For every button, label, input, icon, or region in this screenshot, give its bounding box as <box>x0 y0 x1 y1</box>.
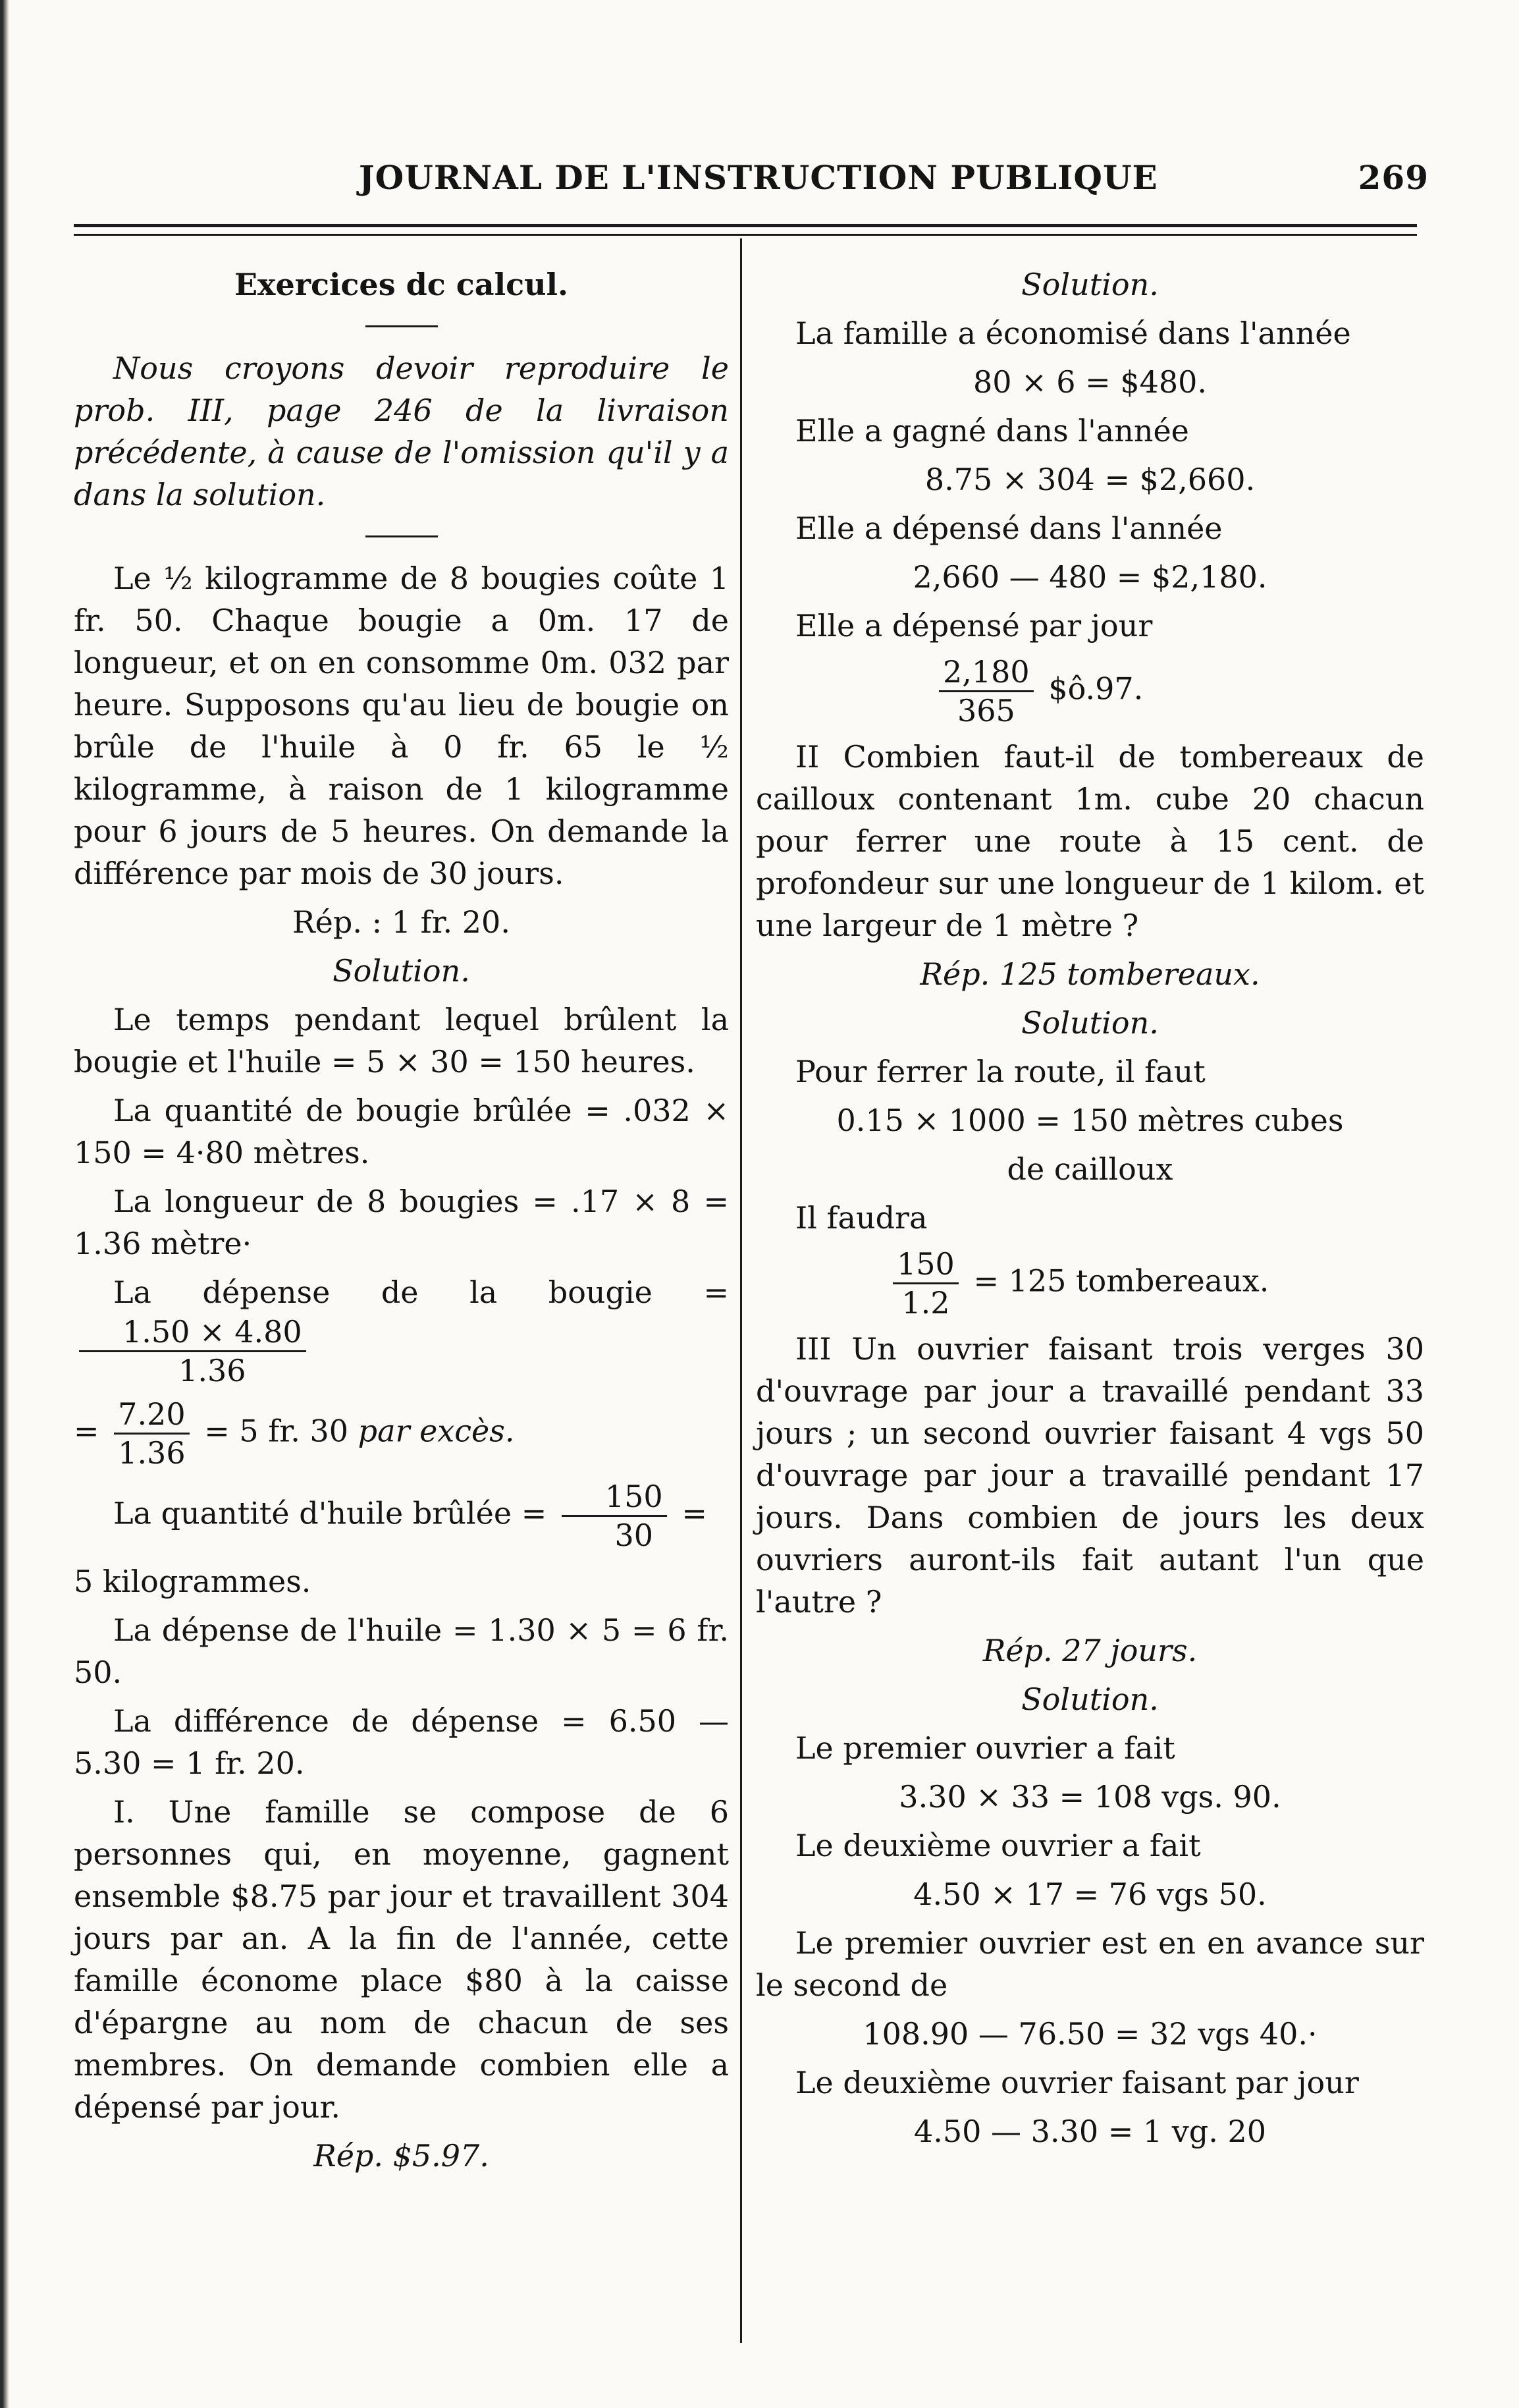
equation: de cailloux <box>1007 1151 1173 1187</box>
solution-step: La dépense de l'huile = 1.30 × 5 = 6 fr. 50. <box>74 1612 729 1690</box>
fraction <box>939 653 1034 729</box>
solution-step-fraction <box>756 653 1424 729</box>
equation: 2,660 — 480 = $2,180. <box>913 559 1267 595</box>
fraction <box>893 1245 959 1321</box>
denominator: 30 <box>614 1518 654 1553</box>
equation: 4.50 — 3.30 = 1 vg. 20 <box>914 2114 1266 2149</box>
equation-note: par excès. <box>358 1413 515 1449</box>
section-heading: Exercices dc calcul. <box>234 267 569 302</box>
page-header <box>359 158 1429 198</box>
denominator: 1.36 <box>178 1353 246 1388</box>
equation: 108.90 — 76.50 = 32 vgs 40.· <box>863 2016 1318 2052</box>
equation-text: La quantité d'huile brûlée = <box>113 1495 547 1531</box>
solution-step: Il faudra <box>795 1200 928 1236</box>
solution-step-fraction <box>74 1396 729 1471</box>
solution-step: Le premier ouvrier a fait <box>795 1730 1175 1766</box>
numerator: 1.50 × 4.80 <box>79 1313 306 1352</box>
solution-label: Solution. <box>333 953 470 989</box>
solution-step: Pour ferrer la route, il faut <box>795 1054 1206 1089</box>
page-edge-shadow <box>0 0 9 2408</box>
equation: 8.75 × 304 = $2,660. <box>924 462 1256 497</box>
solution-step: Le deuxième ouvrier faisant par jour <box>795 2065 1359 2100</box>
fraction <box>562 1478 667 1554</box>
solution-step: Le premier ouvrier est en en avance sur le second de <box>756 1925 1424 2003</box>
fraction <box>79 1313 306 1389</box>
header-rule-bottom <box>74 234 1417 236</box>
equation-text: = 125 tombereaux. <box>973 1263 1269 1299</box>
answer: Rép. : 1 fr. 20. <box>292 904 510 940</box>
problem-statement: II Combien faut-il de tombereaux de cailloux contenant 1m. cube 20 chacun pour ferrer une route à 15 cent. de profondeur sur une longueur de 1 kilom. et une largeur de 1 mètre ? <box>756 739 1424 943</box>
solution-step-fraction <box>756 1245 1424 1321</box>
problem-statement: Le ½ kilogramme de 8 bougies coûte 1 fr. 50. Chaque bougie a 0m. 17 de longueur, et on en consomme 0m. 032 par heure. Supposons qu'au lieu de bougie on brûle de l'huile à 0 fr. 65 le ½ kilogramme, à raison de 1 kilogramme pour 6 jours de 5 heures. On demande la différence par mois de 30 jours. <box>74 561 729 891</box>
solution-step-fraction <box>74 1478 729 1554</box>
solution-step: Le deuxième ouvrier a fait <box>795 1828 1201 1863</box>
answer: Rép. 27 jours. <box>982 1633 1198 1668</box>
solution-step-fraction <box>74 1271 729 1389</box>
short-divider <box>365 325 438 327</box>
solution-label: Solution. <box>1021 1682 1159 1717</box>
solution-step: Elle a dépensé dans l'année <box>795 510 1223 546</box>
fraction <box>114 1396 189 1471</box>
page-number: 269 <box>1358 158 1429 197</box>
solution-step: Elle a gagné dans l'année <box>795 413 1189 449</box>
running-title: JOURNAL DE L'INSTRUCTION PUBLIQUE <box>359 158 1158 197</box>
equation-text: $ô.97. <box>1048 670 1144 707</box>
solution-step: 5 kilogrammes. <box>74 1564 311 1599</box>
solution-step: La différence de dépense = 6.50 — 5.30 = 1 fr. 20. <box>74 1703 729 1781</box>
right-column <box>756 263 1424 2159</box>
equation-text: La dépense de la bougie = <box>113 1274 729 1310</box>
solution-step: Le temps pendant lequel brûlent la bougie et l'huile = 5 × 30 = 150 heures. <box>74 1002 729 1080</box>
numerator: 150 <box>893 1245 959 1284</box>
equation-text: = <box>681 1495 707 1531</box>
solution-step: Elle a dépensé par jour <box>795 608 1153 643</box>
numerator: 7.20 <box>114 1396 189 1435</box>
denominator: 1.2 <box>901 1285 950 1321</box>
equation: 80 × 6 = $480. <box>973 364 1208 400</box>
solution-label: Solution. <box>1021 267 1159 302</box>
header-rule-top <box>74 224 1417 227</box>
denominator: 365 <box>957 693 1015 728</box>
equation-text: = 5 fr. 30 <box>204 1413 349 1449</box>
answer: Rép. 125 tombereaux. <box>920 956 1260 992</box>
solution-step: La quantité de bougie brûlée = .032 × 150 = 4·80 mètres. <box>74 1093 729 1170</box>
equation-text: = <box>74 1413 99 1449</box>
equation: 3.30 × 33 = 108 vgs. 90. <box>899 1779 1281 1815</box>
equation: 0.15 × 1000 = 150 mètres cubes <box>836 1103 1344 1138</box>
problem-statement: I. Une famille se compose de 6 personnes qui, en moyenne, gagnent ensemble $8.75 par jour et travaillent 304 jours par an. A la fin de l'année, cette famille économe place $80 à la caisse d'épargne au nom de chacun de ses membres. On demande combien elle a dépensé par jour. <box>74 1794 729 2125</box>
numerator: 2,180 <box>939 653 1034 692</box>
denominator: 1.36 <box>118 1435 186 1471</box>
column-separator <box>740 238 742 2343</box>
solution-label: Solution. <box>1021 1005 1159 1041</box>
answer: Rép. $5.97. <box>313 2138 489 2174</box>
numerator: 150 <box>562 1478 667 1517</box>
solution-step: La famille a économisé dans l'année <box>795 315 1351 351</box>
short-divider <box>365 535 438 537</box>
left-column <box>74 263 729 2183</box>
editorial-note: Nous croyons devoir reproduire le prob. III, page 246 de la livraison précédente, à cause de l'omission qu'il y a dans la solution. <box>74 350 729 512</box>
equation: 4.50 × 17 = 76 vgs 50. <box>913 1876 1267 1912</box>
solution-step: La longueur de 8 bougies = .17 × 8 = 1.36 mètre· <box>74 1184 729 1261</box>
problem-statement: III Un ouvrier faisant trois verges 30 d'ouvrage par jour a travaillé pendant 33 jours ; un second ouvrier faisant 4 vgs 50 d'ouvrage par jour a travaillé pendant 17 jours. Dans combien de jours les deux ouvriers auront-ils fait autant l'un que l'autre ? <box>756 1331 1424 1620</box>
